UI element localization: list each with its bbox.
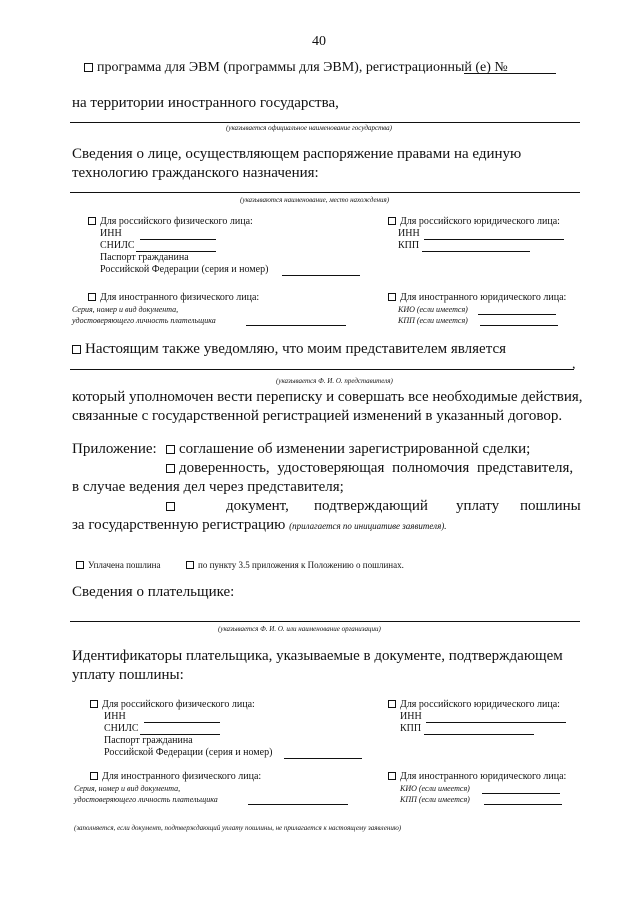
payer-foreign-person-checkbox[interactable] [90, 772, 98, 780]
holder-kpp-if: КПП (если имеется) [398, 316, 468, 325]
representative-checkbox[interactable] [72, 345, 81, 354]
attachment-3-word-2: подтверждающий [314, 498, 428, 514]
payer-ru-person-checkbox[interactable] [90, 700, 98, 708]
payer-inn-field[interactable] [144, 722, 220, 723]
holder-passport-2: Российской Федерации (серия и номер) [100, 264, 269, 275]
payer-line[interactable] [70, 621, 580, 622]
holder-kpp-if-field[interactable] [480, 325, 558, 326]
payer-kpp: КПП [400, 723, 422, 734]
page-number: 40 [312, 34, 326, 49]
attachment-3b-note: (прилагается по инициативе заявителя). [289, 521, 447, 531]
holder-kpp-field[interactable] [422, 251, 530, 252]
fee-clause: по пункту 3.5 приложения к Положению о пошлинах. [186, 560, 404, 570]
payer-foreign-person-title: Для иностранного физического лица: [90, 771, 261, 782]
holder-foreign-legal-title: Для иностранного юридического лица: [388, 292, 566, 303]
payer-inn-legal: ИНН [400, 711, 422, 722]
holder-foreign-person-title: Для иностранного физического лица: [88, 292, 259, 303]
attachment-3-word-1: документ, [226, 498, 289, 514]
holder-inn-legal: ИНН [398, 228, 420, 239]
holder-foreign-person-checkbox[interactable] [88, 293, 96, 301]
representative-comma: , [572, 357, 576, 372]
program-label: программа для ЭВМ (программы для ЭВМ), регистрационный (е) № [97, 60, 508, 75]
territory-caption: (указывается официальное наименование государства) [226, 124, 392, 132]
representative-body1: который уполномочен вести переписку и совершать все необходимые действия, [72, 389, 583, 405]
fee-clause-checkbox[interactable] [186, 561, 194, 569]
payer-passport-2: Российской Федерации (серия и номер) [104, 747, 273, 758]
program-number-line[interactable] [464, 73, 556, 74]
payer-foreign-person-field[interactable] [248, 804, 348, 805]
payer-inn-legal-field[interactable] [426, 722, 566, 723]
holder-foreign-legal-checkbox[interactable] [388, 293, 396, 301]
payer-kio-field[interactable] [482, 793, 560, 794]
attachment-3-checkbox-wrap [166, 498, 179, 515]
holder-ru-person-checkbox[interactable] [88, 217, 96, 225]
attachment-3-word-3: уплату [456, 498, 500, 514]
holder-line1: Сведения о лице, осуществляющем распоряжение правами на единую [72, 146, 522, 162]
payer-foreign-person-l2: удостоверяющего личность плательщика [74, 795, 218, 804]
attachment-3-checkbox[interactable] [166, 502, 175, 511]
holder-inn-legal-field[interactable] [424, 239, 564, 240]
program-checkbox[interactable] [84, 63, 93, 72]
payer-ids-line2: уплату пошлины: [72, 667, 184, 683]
payer-kpp-if-field[interactable] [484, 804, 562, 805]
payer-foreign-legal-checkbox[interactable] [388, 772, 396, 780]
payer-kpp-field[interactable] [424, 734, 534, 735]
attachment-3b: за государственную регистрацию (прилагается по инициативе заявителя). [72, 517, 447, 533]
payer-inn: ИНН [104, 711, 126, 722]
payer-title: Сведения о плательщике: [72, 584, 235, 600]
payer-foreign-legal-title: Для иностранного юридического лица: [388, 771, 566, 782]
payer-ru-person-title: Для российского физического лица: [90, 699, 255, 710]
holder-foreign-person-field[interactable] [246, 325, 346, 326]
payer-foreign-person-l1: Серия, номер и вид документа, [74, 784, 181, 793]
holder-foreign-person-l1: Серия, номер и вид документа, [72, 305, 179, 314]
attachments-label: Приложение: [72, 441, 157, 457]
payer-passport-1: Паспорт гражданина [104, 735, 193, 746]
payer-passport-field[interactable] [284, 758, 362, 759]
territory-text: на территории иностранного государства, [72, 95, 339, 111]
holder-foreign-person-l2: удостоверяющего личность плательщика [72, 316, 216, 325]
fee-paid: Уплачена пошлина [76, 560, 160, 570]
attachment-1: соглашение об изменении зарегистрированной сделки; [166, 441, 530, 458]
territory-line[interactable] [70, 122, 580, 123]
attachment-2b: в случае ведения дел через представителя; [72, 479, 344, 495]
representative-row: Настоящим также уведомляю, что моим представителем является [72, 341, 506, 358]
holder-kio-field[interactable] [478, 314, 556, 315]
holder-snils: СНИЛС [100, 240, 135, 251]
holder-kpp: КПП [398, 240, 420, 251]
fee-paid-checkbox[interactable] [76, 561, 84, 569]
payer-ru-legal-checkbox[interactable] [388, 700, 396, 708]
holder-line[interactable] [70, 192, 580, 193]
holder-ru-legal-title: Для российского юридического лица: [388, 216, 560, 227]
payer-snils: СНИЛС [104, 723, 139, 734]
payer-kpp-if: КПП (если имеется) [400, 795, 470, 804]
attachment-2: доверенность, удостоверяющая полномочия представителя, [166, 460, 573, 477]
payer-caption: (указывается Ф. И. О. или наименование организации) [218, 625, 381, 633]
program-row [84, 60, 508, 76]
attachment-1-checkbox[interactable] [166, 445, 175, 454]
holder-ru-person-title: Для российского физического лица: [88, 216, 253, 227]
holder-kio: КИО (если имеется) [398, 305, 468, 314]
attachment-2-checkbox[interactable] [166, 464, 175, 473]
representative-line[interactable] [70, 369, 574, 370]
representative-body2: связанные с государственной регистрацией изменений в указанный договор. [72, 408, 563, 424]
holder-passport-field[interactable] [282, 275, 360, 276]
payer-ids-line1: Идентификаторы плательщика, указываемые в документе, подтверждающем [72, 648, 563, 664]
holder-passport-1: Паспорт гражданина [100, 252, 189, 263]
holder-ru-legal-checkbox[interactable] [388, 217, 396, 225]
holder-line2: технологию гражданского назначения: [72, 165, 319, 181]
attachment-3-word-4: пошлины [520, 498, 581, 514]
footnote: (заполняется, если документ, подтверждающий уплату пошлины, не прилагается к настоящему заявлению) [74, 824, 402, 832]
payer-kio: КИО (если имеется) [400, 784, 470, 793]
payer-ru-legal-title: Для российского юридического лица: [388, 699, 560, 710]
representative-caption: (указывается Ф. И. О. представителя) [276, 377, 393, 385]
holder-inn-field[interactable] [140, 239, 216, 240]
holder-caption: (указываются наименование, место нахождения) [240, 196, 390, 204]
holder-inn: ИНН [100, 228, 122, 239]
